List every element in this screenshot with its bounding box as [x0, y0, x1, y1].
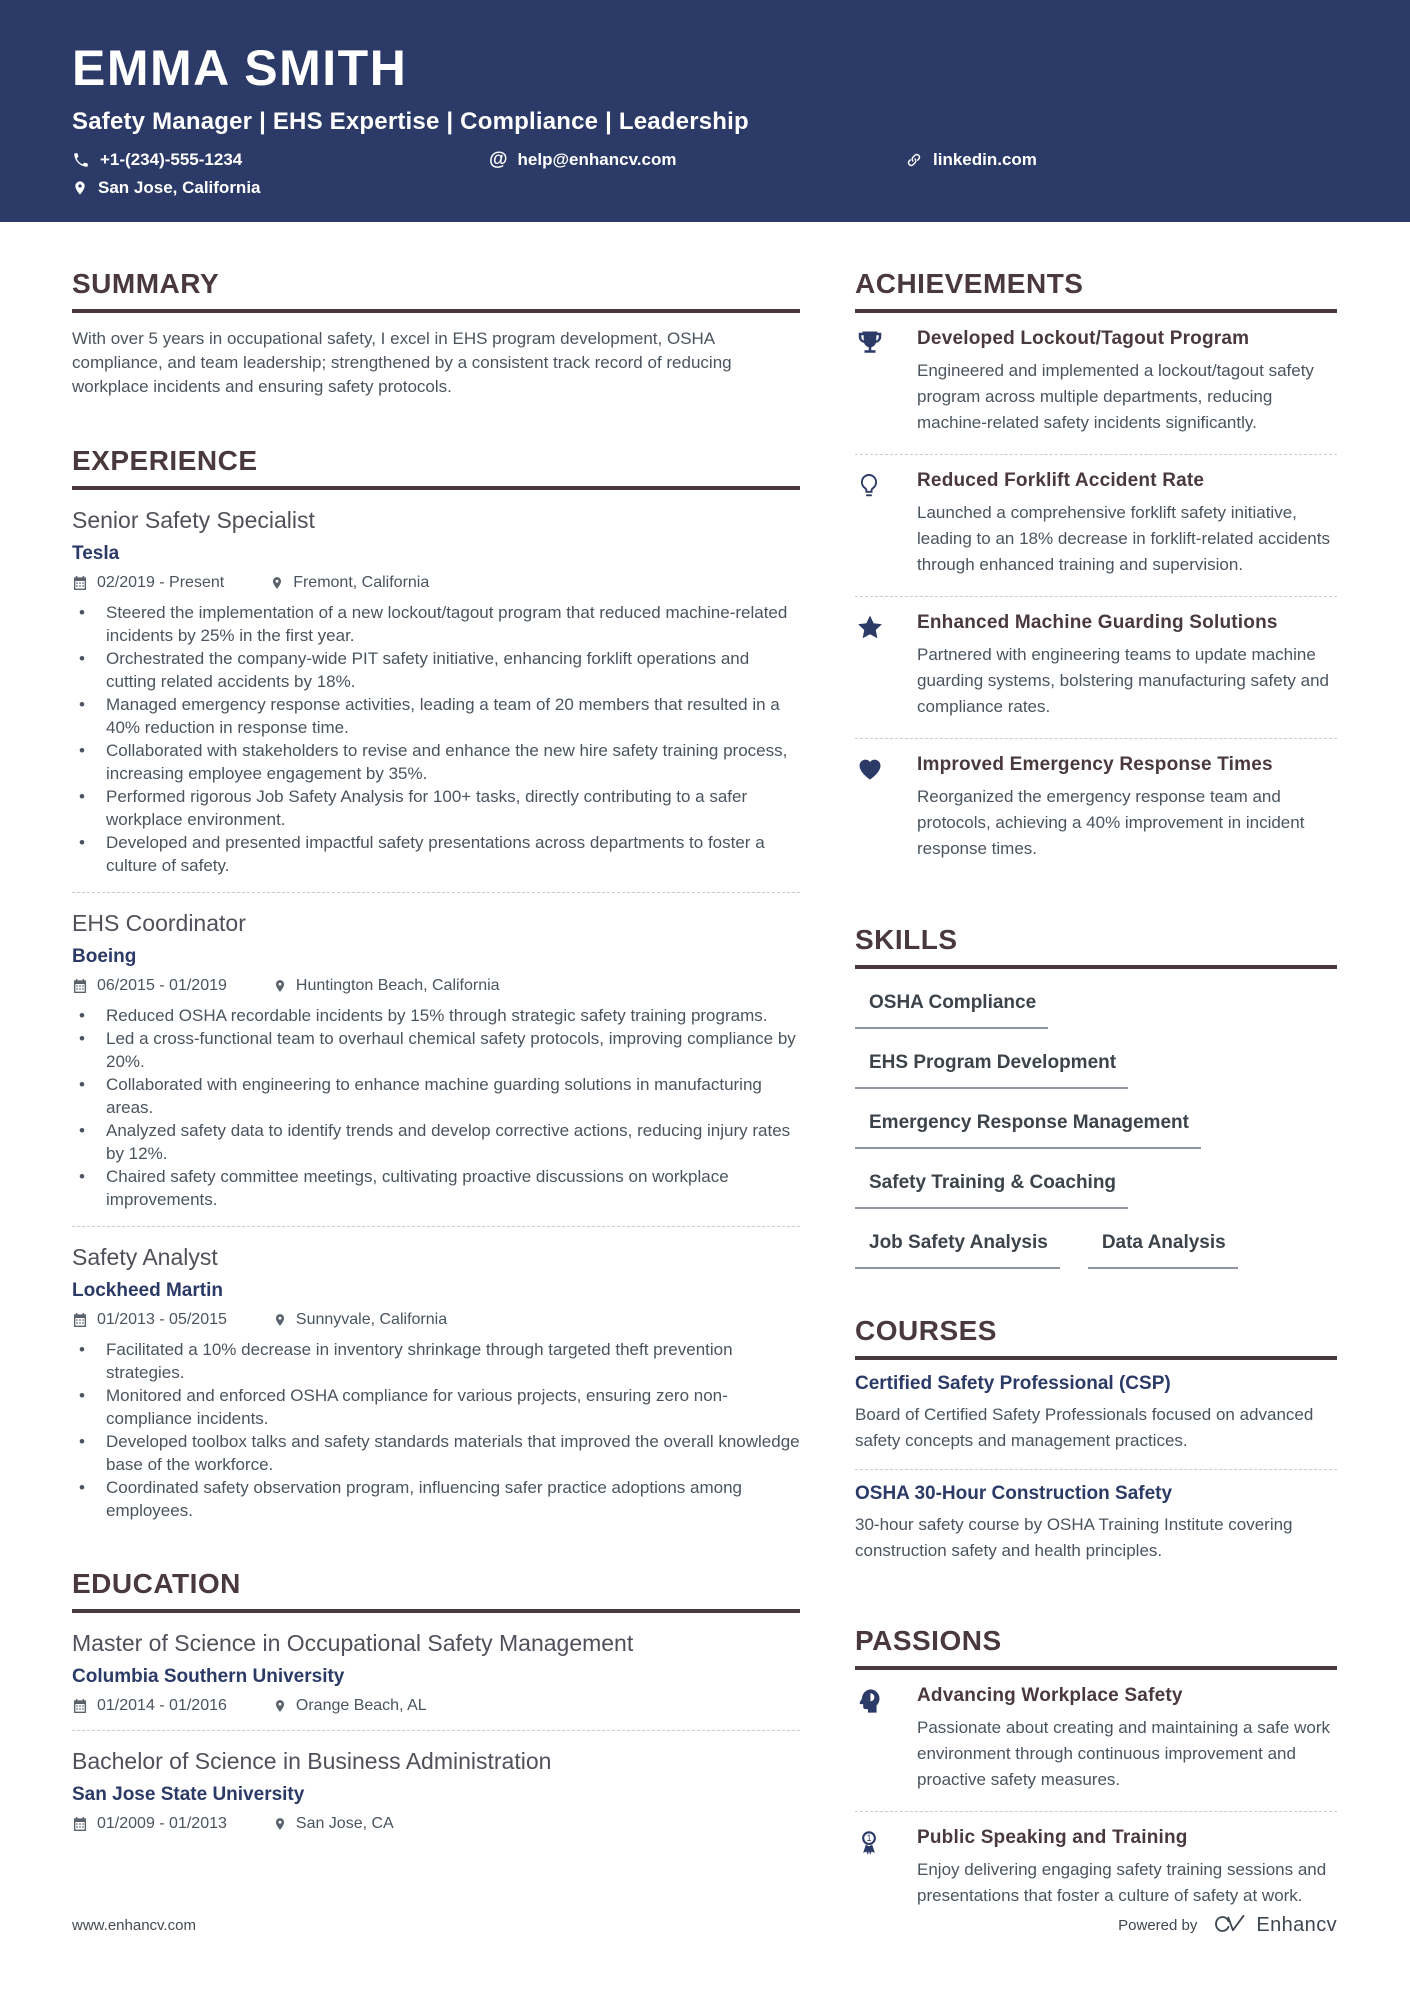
achievements-heading: ACHIEVEMENTS [855, 268, 1337, 313]
job-meta-row [72, 977, 800, 995]
bullet-item: • Analyzed safety data to identify trends and develop corrective actions, reducing injury rates by 12%. [72, 1119, 800, 1165]
job-title: EHS Coordinator [72, 910, 246, 936]
skills-heading: SKILLS [855, 924, 1337, 969]
company-name: Boeing [72, 946, 137, 967]
passion-title: Public Speaking and Training [917, 1827, 1188, 1848]
job-meta-row [72, 574, 800, 592]
heart-icon [855, 754, 917, 862]
powered-by[interactable] [1118, 1913, 1337, 1937]
passion-item [855, 1670, 1337, 1809]
achievements-section [855, 268, 1337, 878]
job-location-text: Fremont, California [293, 574, 430, 591]
email-contact[interactable] [489, 149, 905, 171]
achievement-text: Partnered with engineering teams to update machine guarding systems, bolstering manufacturing safety and compliance rates. [917, 645, 1330, 716]
svg-text:1: 1 [866, 1833, 872, 1844]
location-pin-icon [273, 1312, 287, 1328]
education-entry [72, 1613, 800, 1715]
bullet-item: • Orchestrated the company-wide PIT safety initiative, enhancing forklift operations and cutting related accidents by 18%. [72, 647, 800, 693]
header [0, 0, 1410, 222]
achievement-item [855, 739, 1337, 878]
location-pin-icon [72, 179, 88, 197]
bullet-item: • Steered the implementation of a new lockout/tagout program that reduced machine-related incidents by 25% in the first year. [72, 601, 800, 647]
passion-body [917, 1685, 1337, 1793]
education-dates-text: 01/2009 - 01/2013 [97, 1815, 227, 1832]
skills-section [855, 924, 1337, 1269]
achievement-body [917, 470, 1337, 578]
achievement-item [855, 455, 1337, 594]
course-item [855, 1470, 1337, 1579]
education-dates [72, 1697, 227, 1715]
course-title: Certified Safety Professional (CSP) [855, 1373, 1171, 1394]
achievement-text: Engineered and implemented a lockout/tagout safety program across multiple departments, reducing machine-related safety incidents significantly. [917, 361, 1314, 432]
location-text: San Jose, California [98, 177, 261, 197]
job-bullets [72, 1338, 800, 1522]
bullet-item: • Developed toolbox talks and safety standards materials that improved the overall knowledge base of the workforce. [72, 1430, 800, 1476]
right-column [855, 222, 1337, 1925]
bullet-item: • Developed and presented impactful safety presentations across departments to foster a culture of safety. [72, 831, 800, 877]
job-title: Senior Safety Specialist [72, 507, 315, 533]
achievement-title: Improved Emergency Response Times [917, 754, 1273, 775]
achievement-body [917, 754, 1337, 862]
star-icon [855, 612, 917, 720]
skill-tag: OSHA Compliance [855, 992, 1048, 1029]
education-heading: EDUCATION [72, 1568, 800, 1613]
bullet-item: • Collaborated with stakeholders to revise and enhance the new hire safety training process, increasing employee engagement by 35%. [72, 739, 800, 785]
passion-body [917, 1827, 1337, 1909]
location-pin-icon [270, 575, 284, 591]
education-location-text: Orange Beach, AL [295, 1697, 427, 1714]
location-pin-icon [273, 1816, 287, 1832]
email-address: help@enhancv.com [517, 149, 677, 169]
skill-row [855, 1112, 1337, 1149]
achievement-item [855, 313, 1337, 452]
achievement-item [855, 597, 1337, 736]
education-location [273, 1697, 427, 1715]
job-location [273, 977, 500, 995]
job-title: Safety Analyst [72, 1244, 218, 1270]
bullet-item: • Coordinated safety observation program, influencing safer practice adoptions among employees. [72, 1476, 800, 1522]
bullet-item: • Collaborated with engineering to enhance machine guarding solutions in manufacturing areas. [72, 1073, 800, 1119]
bullet-item: • Chaired safety committee meetings, cultivating proactive discussions on workplace improvements. [72, 1165, 800, 1211]
school-name: San Jose State University [72, 1784, 305, 1805]
achievement-title: Developed Lockout/Tagout Program [917, 328, 1250, 349]
job-location-text: Huntington Beach, California [295, 977, 500, 994]
passions-heading: PASSIONS [855, 1625, 1337, 1670]
job-location [273, 1311, 447, 1329]
courses-heading: COURSES [855, 1315, 1337, 1360]
job-dates-text: 02/2019 - Present [97, 574, 225, 591]
passion-text: Enjoy delivering engaging safety training sessions and presentations that foster a culture of safety at work. [917, 1860, 1327, 1905]
trophy-icon [855, 328, 917, 436]
course-title: OSHA 30-Hour Construction Safety [855, 1483, 1173, 1504]
calendar-icon [72, 1698, 88, 1714]
calendar-icon [72, 1816, 88, 1832]
calendar-icon [72, 1312, 88, 1328]
skill-row [855, 1172, 1337, 1209]
achievement-body [917, 612, 1337, 720]
experience-entry [72, 1227, 800, 1522]
link-icon [905, 151, 923, 169]
contact-row [72, 149, 1337, 171]
education-entry [72, 1731, 800, 1833]
lightbulb-icon [855, 470, 917, 578]
achievement-text: Launched a comprehensive forklift safety initiative, leading to an 18% decrease in forklift-related accidents through enhanced training and supervision. [917, 503, 1330, 574]
bullet-item: • Facilitated a 10% decrease in inventory shrinkage through targeted theft prevention strategies. [72, 1338, 800, 1384]
job-meta-row [72, 1311, 800, 1329]
education-dates-text: 01/2014 - 01/2016 [97, 1697, 227, 1714]
education-location-text: San Jose, CA [295, 1815, 394, 1832]
job-location [270, 574, 429, 592]
location-contact [72, 178, 261, 198]
job-dates-text: 01/2013 - 05/2015 [97, 1311, 227, 1328]
skill-tag: Safety Training & Coaching [855, 1172, 1128, 1209]
at-icon: @ [489, 148, 508, 170]
link-contact[interactable] [905, 150, 1037, 170]
courses-section [855, 1315, 1337, 1579]
phone-contact[interactable] [72, 150, 489, 170]
phone-icon [72, 151, 90, 169]
calendar-icon [72, 978, 88, 994]
job-dates-text: 06/2015 - 01/2019 [97, 977, 227, 994]
skill-tag: Emergency Response Management [855, 1112, 1201, 1149]
school-name: Columbia Southern University [72, 1666, 345, 1687]
mind-icon [855, 1685, 917, 1793]
skill-tag: Data Analysis [1088, 1232, 1238, 1269]
phone-number: +1-(234)-555-1234 [100, 149, 243, 169]
company-name: Lockheed Martin [72, 1280, 223, 1301]
passion-title: Advancing Workplace Safety [917, 1685, 1183, 1706]
person-name: EMMA SMITH [72, 40, 408, 96]
experience-entry [72, 490, 800, 877]
skill-row [855, 992, 1337, 1029]
bullet-item: • Reduced OSHA recordable incidents by 15% through strategic safety training programs. [72, 1004, 800, 1027]
location-row [72, 178, 1337, 198]
location-pin-icon [273, 978, 287, 994]
passion-item [855, 1812, 1337, 1925]
main-content [0, 222, 1410, 1925]
degree-title: Bachelor of Science in Business Administration [72, 1748, 552, 1774]
education-meta-row [72, 1815, 800, 1833]
footer [72, 1913, 1337, 1937]
summary-section [72, 268, 800, 399]
job-bullets [72, 1004, 800, 1211]
calendar-icon [72, 575, 88, 591]
education-dates [72, 1815, 227, 1833]
enhancv-logo-icon [1213, 1913, 1247, 1937]
left-column [72, 222, 800, 1925]
bullet-item: • Performed rigorous Job Safety Analysis for 100+ tasks, directly contributing to a safer workplace environment. [72, 785, 800, 831]
achievement-text: Reorganized the emergency response team and protocols, achieving a 40% improvement in incident response times. [917, 787, 1305, 858]
experience-entry [72, 893, 800, 1211]
location-pin-icon [273, 1698, 287, 1714]
summary-text: With over 5 years in occupational safety, I excel in EHS program development, OSHA compliance, and team leadership; strengthened by a consistent track record of reducing workplace incidents and ensuring safety protocols. [72, 329, 732, 396]
medal-icon [855, 1827, 917, 1909]
degree-title: Master of Science in Occupational Safety Management [72, 1630, 634, 1656]
bullet-item: • Led a cross-functional team to overhaul chemical safety protocols, improving compliance by 20%. [72, 1027, 800, 1073]
footer-site-link[interactable]: www.enhancv.com [72, 1916, 196, 1934]
enhancv-wordmark: Enhancv [1256, 1913, 1337, 1936]
education-location [273, 1815, 394, 1833]
job-location-text: Sunnyvale, California [295, 1311, 448, 1328]
summary-heading: SUMMARY [72, 268, 800, 313]
company-name: Tesla [72, 543, 120, 564]
passions-section [855, 1625, 1337, 1925]
skill-tag: EHS Program Development [855, 1052, 1128, 1089]
skill-tag: Job Safety Analysis [855, 1232, 1060, 1269]
achievement-title: Reduced Forklift Accident Rate [917, 470, 1205, 491]
person-title: Safety Manager | EHS Expertise | Compliance | Leadership [72, 107, 749, 135]
powered-by-label: Powered by [1118, 1916, 1198, 1934]
experience-heading: EXPERIENCE [72, 445, 800, 490]
job-dates [72, 1311, 227, 1329]
job-dates [72, 977, 227, 995]
experience-section [72, 445, 800, 1522]
education-section [72, 1568, 800, 1833]
link-text: linkedin.com [933, 149, 1037, 169]
bullet-item: • Managed emergency response activities, leading a team of 20 members that resulted in a 40% reduction in response time. [72, 693, 800, 739]
job-dates [72, 574, 224, 592]
course-text: 30-hour safety course by OSHA Training Institute covering construction safety and health principles. [855, 1515, 1293, 1560]
bullet-item: • Monitored and enforced OSHA compliance for various projects, ensuring zero non-compliance incidents. [72, 1384, 800, 1430]
passion-text: Passionate about creating and maintaining a safe work environment through continuous improvement and proactive safety measures. [917, 1718, 1330, 1789]
course-text: Board of Certified Safety Professionals focused on advanced safety concepts and management practices. [855, 1405, 1314, 1450]
education-meta-row [72, 1697, 800, 1715]
job-bullets [72, 601, 800, 877]
course-item [855, 1360, 1337, 1469]
achievement-title: Enhanced Machine Guarding Solutions [917, 612, 1278, 633]
skill-row [855, 1232, 1337, 1269]
achievement-body [917, 328, 1337, 436]
skill-row [855, 1052, 1337, 1089]
